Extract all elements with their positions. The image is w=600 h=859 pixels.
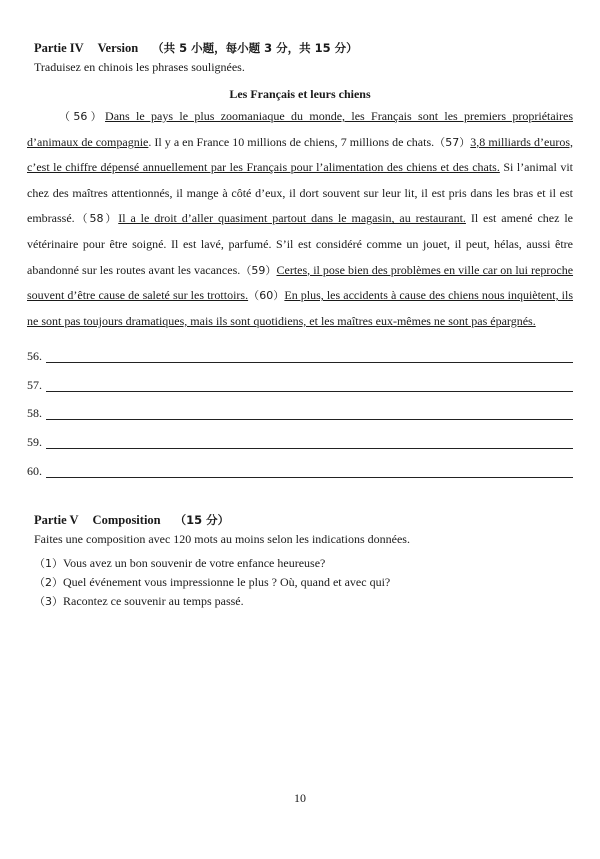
answer-line-56[interactable] (27, 349, 573, 365)
passage-text-1: . Il y a en France 10 millions de chiens, 7 millions de chats. (148, 134, 435, 149)
part4-instruction: Traduisez en chinois les phrases soulignées. (34, 60, 245, 74)
question-2 (34, 575, 390, 589)
question-number: （1） (34, 557, 63, 570)
question-3 (34, 594, 244, 608)
passage (27, 104, 573, 334)
part5-name: Composition (92, 513, 161, 527)
question-text: Racontez ce souvenir au temps passé. (63, 594, 244, 608)
marker-59: （59） (240, 263, 277, 277)
answer-number: 57. (27, 378, 42, 392)
page-number: 10 (294, 791, 306, 805)
question-text: Quel événement vous impressionne le plus ? Où, quand et avec qui? (63, 575, 391, 589)
part5-points: （15 分） (174, 513, 230, 527)
answer-rule (46, 477, 573, 478)
sentence-59: Certes, il pose bien des problèmes en ville car on lui reproche souvent d’être cause de saleté sur les trottoirs. (27, 262, 574, 303)
sentence-56: Dans le pays le plus zoomaniaque du monde, les Français sont les premiers propriétaires d’animaux de compagnie (27, 109, 574, 149)
answer-line-58[interactable] (27, 406, 573, 422)
answer-line-60[interactable] (27, 464, 573, 480)
answer-line-57[interactable] (27, 378, 573, 394)
part4-header (34, 41, 358, 56)
part5-header (34, 513, 229, 528)
sentence-60: En plus, les accidents à cause des chiens nous inquiètent, ils ne sont pas toujours dramatiques, mais ils sont quotidiens, et les maîtres eux-mêmes ne sont pas épargnés. (27, 288, 574, 328)
part4-points: （共 5 小题，每小题 3 分，共 15 分） (152, 41, 358, 55)
sentence-57: 3,8 milliards d’euros, c’est le chiffre dépensé annuellement par les Français pour l’alimentation des chiens et des chats. (27, 134, 574, 175)
part5-instruction: Faites une composition avec 120 mots au moins selon les indications données. (34, 532, 410, 546)
answer-number: 56. (27, 349, 42, 363)
answer-rule (46, 419, 573, 420)
text-title: Les Français et leurs chiens (229, 87, 371, 101)
marker-57: （57） (434, 135, 471, 149)
part5-label: Partie V (34, 513, 79, 527)
question-number: （2） (34, 576, 63, 589)
answer-rule (46, 448, 573, 449)
passage-text-2: Si l’animal vit chez des maîtres attentionnés, il mange à côté d’eux, il dort souvent sur leur lit, il est pris dans les bras et il est embrassé. (27, 160, 574, 226)
marker-60: （60） (248, 289, 285, 303)
answer-number: 60. (27, 464, 42, 478)
question-text: Vous avez un bon souvenir de votre enfance heureuse? (63, 556, 326, 570)
sentence-58: Il a le droit d’aller quasiment partout dans le magasin, au restaurant. (118, 211, 466, 226)
marker-56: （56） (59, 110, 106, 123)
question-number: （3） (34, 595, 63, 608)
marker-58: （58） (74, 212, 119, 226)
answer-number: 58. (27, 406, 42, 420)
answer-rule (46, 391, 573, 392)
question-1 (34, 556, 325, 570)
passage-text-3: Il est amené chez le vétérinaire pour être soigné. Il est lavé, parfumé. S’il est considéré comme un jouet, il peut, hélas, aussi être abandonné sur les routes avant les vacances. (27, 211, 574, 277)
part4-label: Partie IV (34, 41, 84, 55)
answer-line-59[interactable] (27, 435, 573, 451)
answer-number: 59. (27, 435, 42, 449)
answer-rule (46, 362, 573, 363)
part4-name: Version (97, 41, 139, 55)
